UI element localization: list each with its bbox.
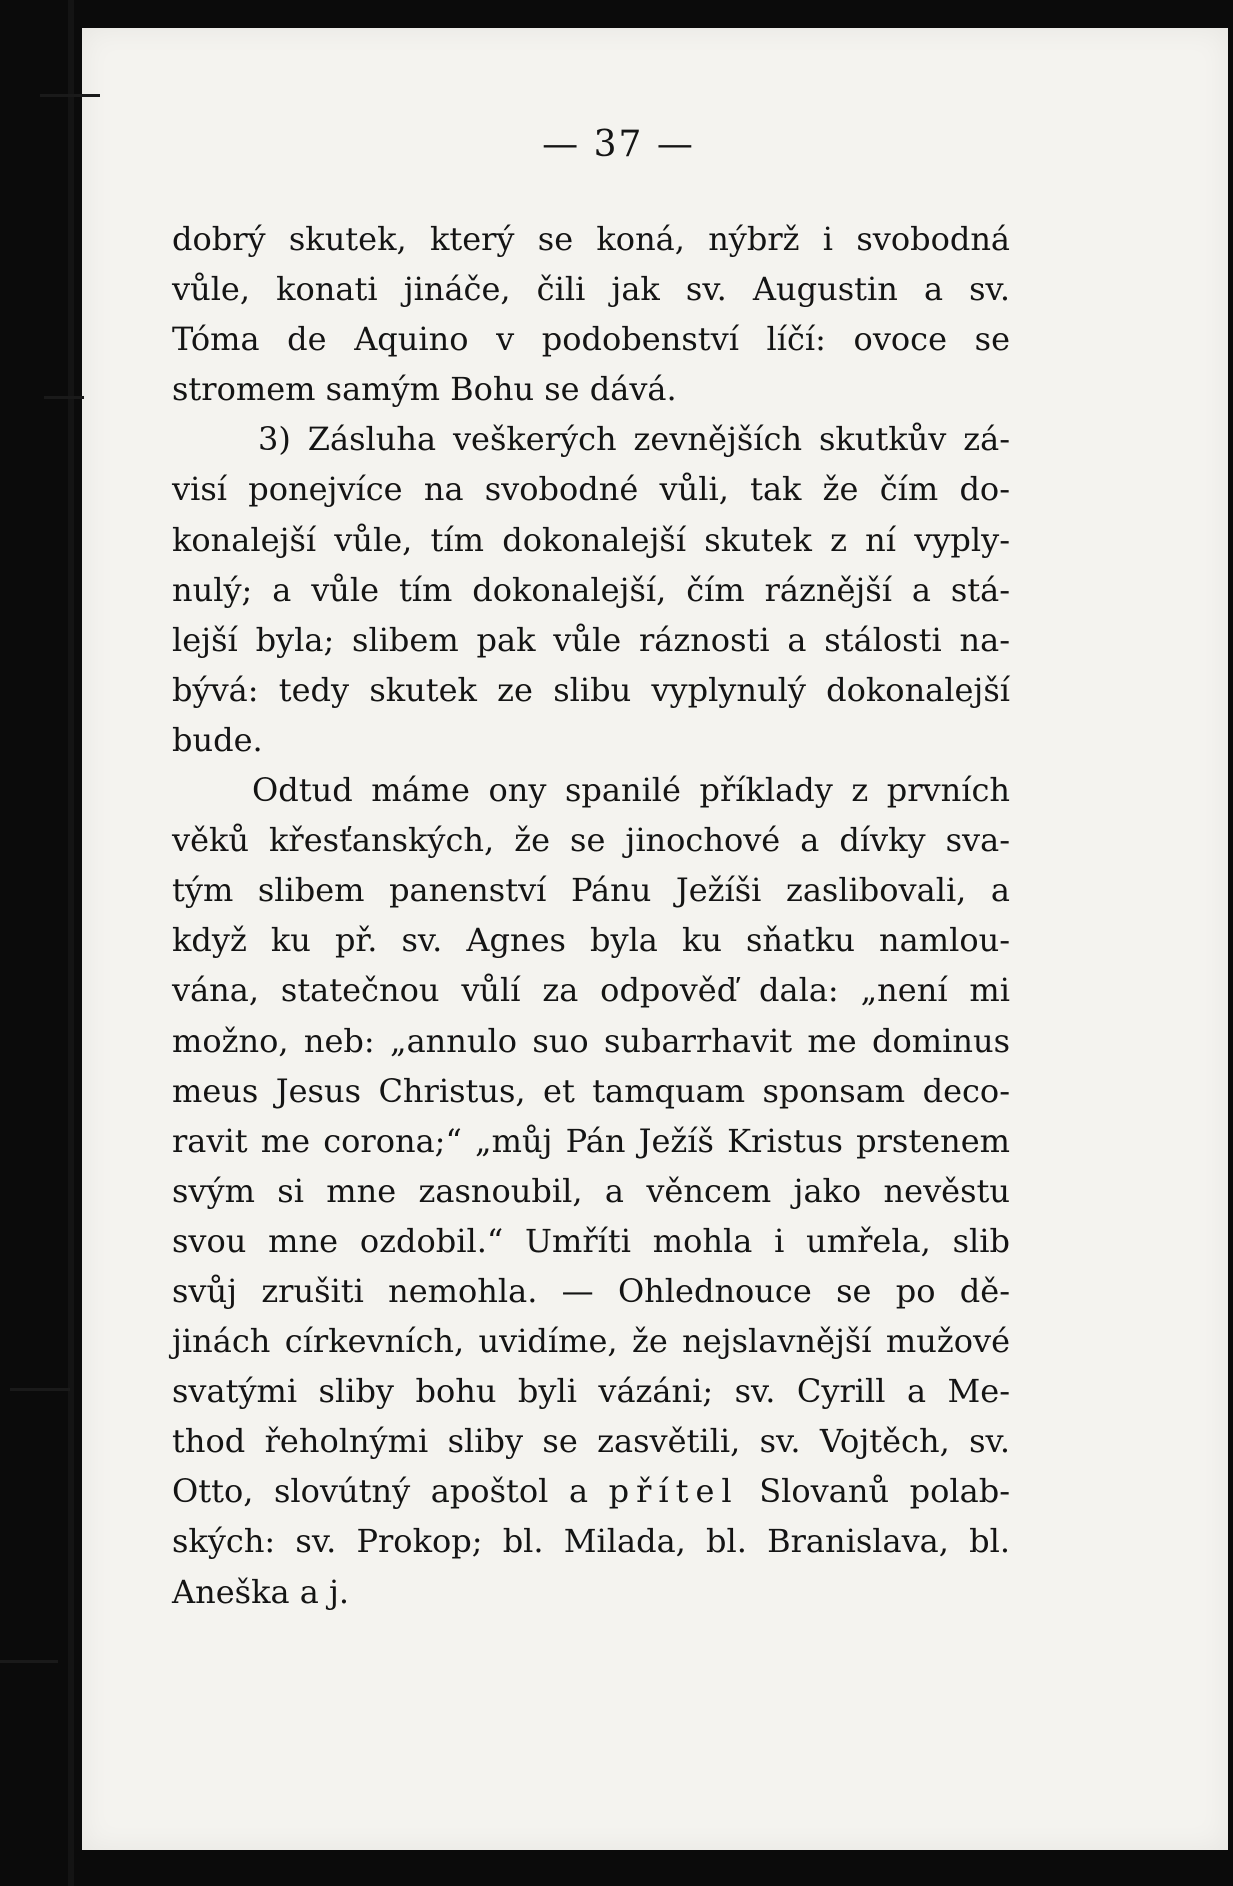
text-line: bývá: tedy skutek ze slibu vyplynulý dokonalejší	[172, 670, 1010, 709]
text-line: svatými sliby bohu byli vázáni; sv. Cyrill a Me-	[172, 1372, 1010, 1411]
text-line: jinách církevních, uvidíme, že nejslavnější mužové	[172, 1322, 1010, 1361]
text-line: svůj zrušiti nemohla. — Ohlednouce se po dě-	[172, 1271, 1010, 1310]
spaced-word: přítel	[608, 1472, 739, 1511]
text-line: stromem samým Bohu se dává.	[172, 370, 677, 409]
text-line: bude.	[172, 720, 263, 759]
text-line: 3) Zásluha veškerých zevnějších skutkův zá-	[258, 420, 1010, 459]
text-line: vůle, konati jináče, čili jak sv. Augustin a sv.	[172, 270, 1010, 309]
margin-mark	[10, 1388, 70, 1391]
text-line: nulý; a vůle tím dokonalejší, čím ráznější a stá-	[172, 570, 1010, 609]
text-line: když ku př. sv. Agnes byla ku sňatku namlou-	[172, 921, 1010, 960]
text-line: vána, statečnou vůlí za odpověď dala: „není mi	[172, 971, 1010, 1010]
text-line: tým slibem panenství Pánu Ježíši zaslibovali, a	[172, 871, 1010, 910]
text-line: Aneška a j.	[172, 1572, 350, 1611]
text-line: meus Jesus Christus, et tamquam sponsam deco-	[172, 1071, 1010, 1110]
text-line: ravit me corona;“ „můj Pán Ježíš Kristus prstenem	[172, 1121, 1010, 1160]
text-line: možno, neb: „annulo suo subarrhavit me dominus	[172, 1021, 1010, 1060]
text-line-mixed	[172, 1466, 1010, 1516]
body-text	[172, 214, 1010, 1617]
text-line: svým si mne zasnoubil, a věncem jako nevěstu	[172, 1171, 1010, 1210]
text-line: svou mne ozdobil.“ Umříti mohla i umřela, slib	[172, 1221, 1010, 1260]
text-segment: Slovanů polab-	[759, 1472, 1010, 1511]
text-segment: Otto, slovútný apoštol a	[172, 1472, 589, 1511]
margin-mark	[40, 94, 100, 97]
text-line: konalejší vůle, tím dokonalejší skutek z ní vyply-	[172, 520, 1010, 559]
text-line: visí ponejvíce na svobodné vůli, tak že čím do-	[172, 470, 1010, 509]
margin-mark	[0, 1660, 58, 1663]
text-line: thod řeholnými sliby se zasvětili, sv. Vojtěch, sv.	[172, 1422, 1010, 1461]
text-line: věků křesťanských, že se jinochové a dívky sva-	[172, 821, 1010, 860]
binding-edge	[68, 0, 74, 1886]
text-line: ských: sv. Prokop; bl. Milada, bl. Branislava, bl.	[172, 1522, 1010, 1561]
text-line: Tóma de Aquino v podobenství líčí: ovoce se	[172, 320, 1010, 359]
text-line: lejší byla; slibem pak vůle ráznosti a stálosti na-	[172, 620, 1010, 659]
margin-mark	[44, 396, 84, 399]
page-number: — 37 —	[542, 124, 695, 165]
text-line: Odtud máme ony spanilé příklady z prvních	[252, 771, 1010, 810]
text-line: dobrý skutek, který se koná, nýbrž i svobodná	[172, 220, 1010, 258]
